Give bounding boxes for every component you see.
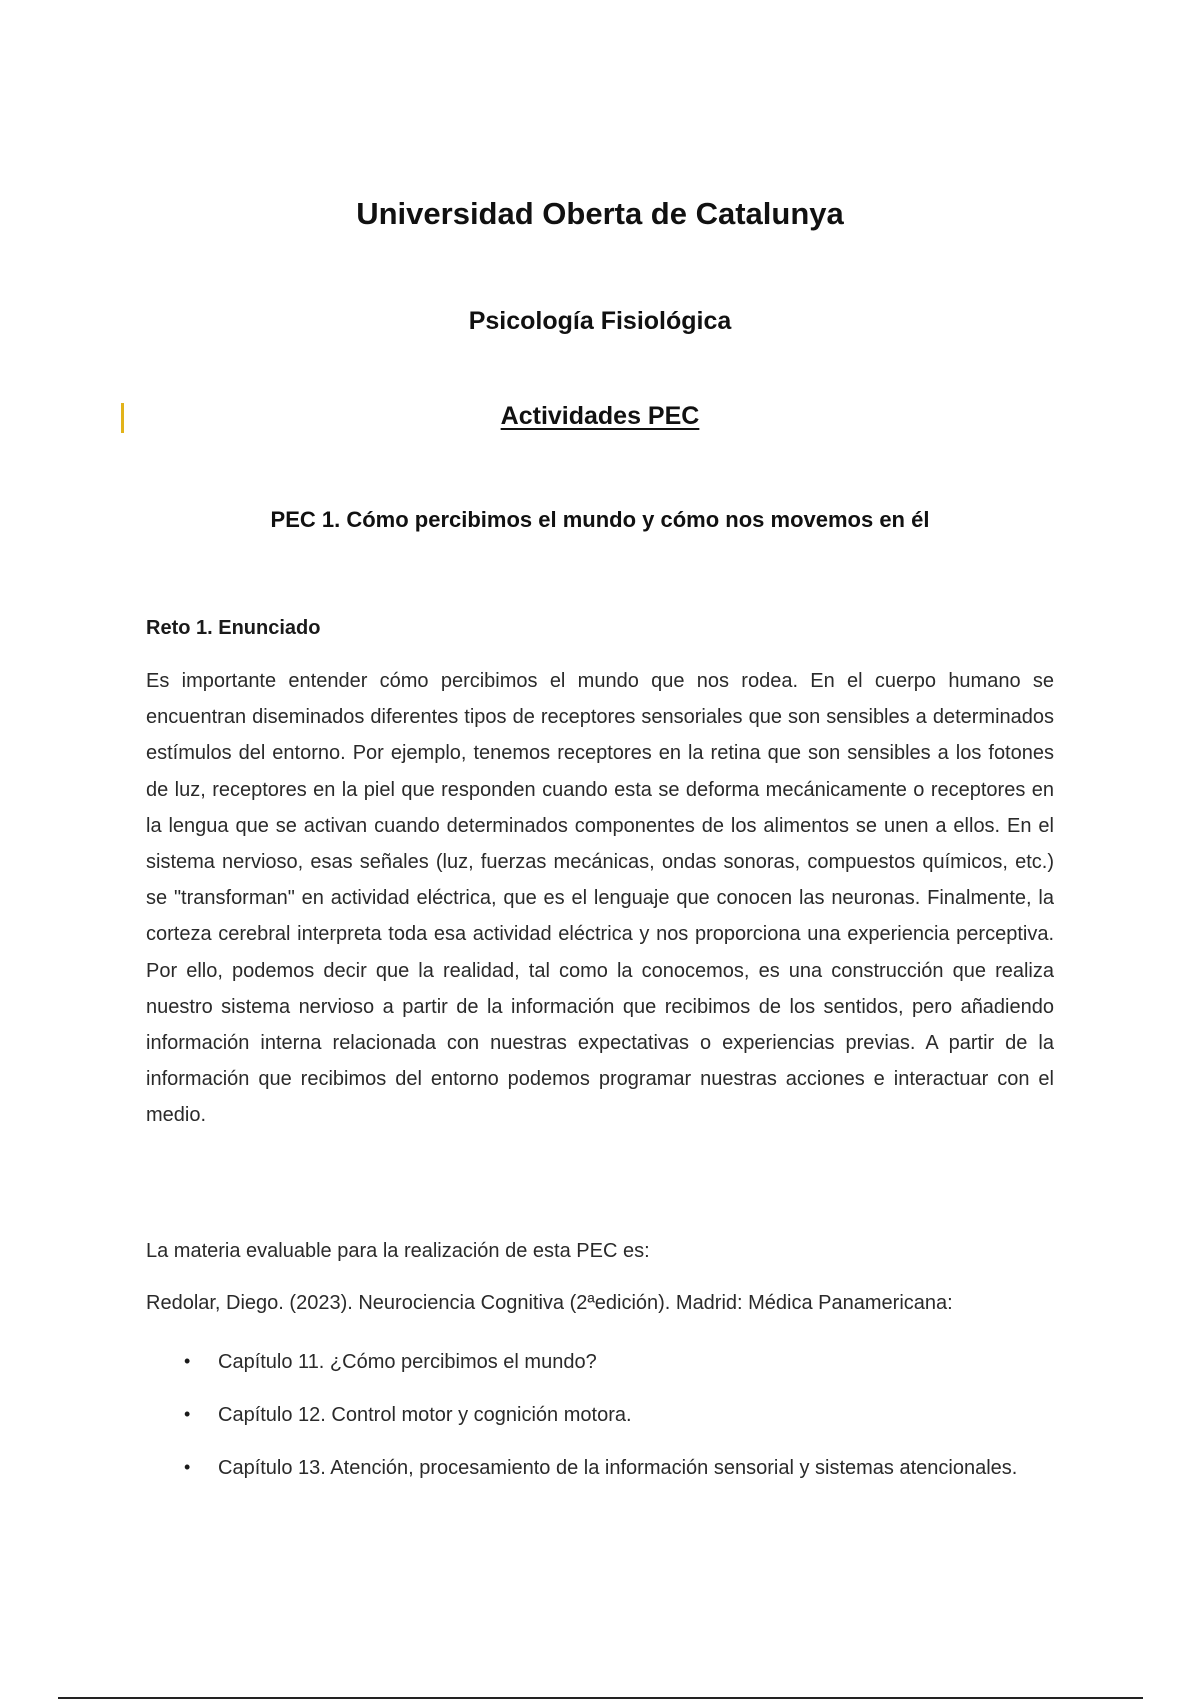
bibliographic-reference: Redolar, Diego. (2023). Neurociencia Cognitiva (2ªedición). Madrid: Médica Panamericana: <box>146 1292 953 1314</box>
university-title: Universidad Oberta de Catalunya <box>356 196 844 231</box>
list-item <box>146 1450 1054 1486</box>
chapter-label: Capítulo 11. ¿Cómo percibimos el mundo? <box>218 1351 597 1373</box>
pec-title: PEC 1. Cómo percibimos el mundo y cómo nos movemos en él <box>270 507 930 532</box>
chapter-list <box>146 1344 1054 1503</box>
list-item <box>146 1344 1054 1380</box>
body-paragraph: Es importante entender cómo percibimos el mundo que nos rodea. En el cuerpo humano se encuentran diseminados diferentes tipos de receptores sensoriales que son sensibles a determinados estímulos del entorno. Por ejemplo, tenemos receptores en la retina que son sensibles a los fotones de luz, receptores en la piel que responden cuando esta se deforma mecánicamente o receptores en la lengua que se activan cuando determinados componentes de los alimentos se unen a ellos. En el sistema nervioso, esas señales (luz, fuerzas mecánicas, ondas sonoras, compuestos químicos, etc.) se "transforman" en actividad eléctrica, que es el lenguaje que conocen las neuronas. Finalmente, la corteza cerebral interpreta toda esa actividad eléctrica y nos proporciona una experiencia perceptiva. Por ello, podemos decir que la realidad, tal como la conocemos, es una construcción que realiza nuestro sistema nervioso a partir de la información que recibimos de los sentidos, pero añadiendo información interna relacionada con nuestras expectativas o experiencias previas. A partir de la información que recibimos del entorno podemos programar nuestras acciones e interactuar con el medio. <box>146 670 1054 1127</box>
bullet-icon: • <box>184 1457 191 1477</box>
activities-title <box>0 402 1200 431</box>
bullet-icon: • <box>184 1404 191 1424</box>
bullet-icon: • <box>184 1351 191 1371</box>
chapter-label: Capítulo 12. Control motor y cognición motora. <box>218 1404 632 1426</box>
activities-title-text: Actividades PEC <box>500 402 700 430</box>
materials-intro: La materia evaluable para la realización de esta PEC es: <box>146 1240 650 1262</box>
list-item <box>146 1397 1054 1433</box>
chapter-label: Capítulo 13. Atención, procesamiento de la información sensorial y sistemas atencionales. <box>218 1457 1018 1479</box>
section-heading: Reto 1. Enunciado <box>146 617 321 639</box>
subject-title: Psicología Fisiológica <box>468 307 732 335</box>
footer-divider <box>58 1697 1143 1699</box>
